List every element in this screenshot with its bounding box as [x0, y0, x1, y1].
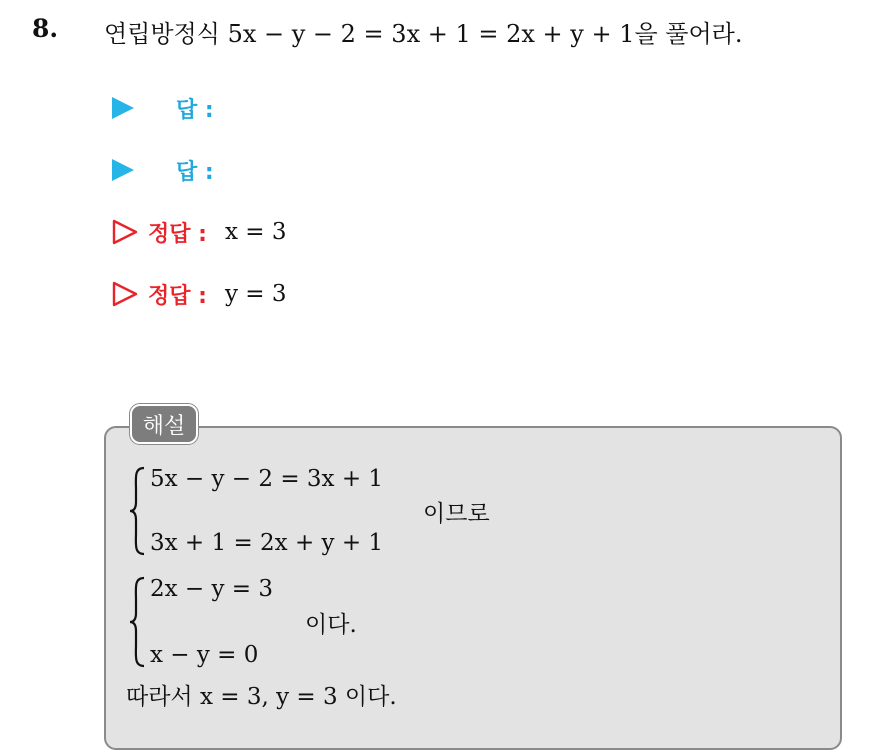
left-brace-icon — [128, 466, 146, 556]
correct-answer-label: 정답 : — [148, 283, 207, 309]
system2-line2: x − y = 0 — [150, 642, 259, 668]
question-number: 8. — [32, 14, 59, 43]
correct-answer-row-1 — [112, 214, 286, 250]
equation-system-2 — [128, 576, 357, 668]
equation-system-1 — [128, 466, 490, 556]
play-triangle-icon — [112, 159, 134, 181]
system1-line1: 5x − y − 2 = 3x + 1 — [150, 466, 384, 492]
correct-answer-label: 정답 : — [148, 221, 207, 247]
left-brace-icon — [128, 576, 146, 668]
answer-row-1[interactable] — [112, 90, 214, 126]
question-equation: 5x − y − 2 = 3x + 1 = 2x + y + 1 — [227, 20, 635, 48]
correct-answer-value: y = 3 — [224, 281, 287, 307]
solution-tab: 해설 — [130, 404, 198, 444]
correct-answer-value: x = 3 — [224, 219, 287, 245]
question-text — [104, 14, 742, 49]
correct-answer-row-2 — [112, 276, 287, 312]
play-triangle-icon — [112, 97, 134, 119]
answer-label: 답 : — [176, 97, 214, 123]
answer-label: 답 : — [176, 159, 214, 185]
answer-row-2[interactable] — [112, 152, 214, 188]
solution-conclusion: 따라서 x = 3, y = 3 이다. — [126, 684, 397, 710]
question-prefix: 연립방정식 — [104, 20, 228, 48]
system2-tail: 이다. — [305, 611, 357, 638]
outline-triangle-icon — [112, 219, 138, 245]
question-suffix: 을 풀어라. — [634, 20, 743, 48]
outline-triangle-icon — [112, 281, 138, 307]
system1-line2: 3x + 1 = 2x + y + 1 — [150, 530, 384, 556]
system2-line1: 2x − y = 3 — [150, 576, 274, 602]
system1-tail: 이므로 — [423, 500, 490, 527]
